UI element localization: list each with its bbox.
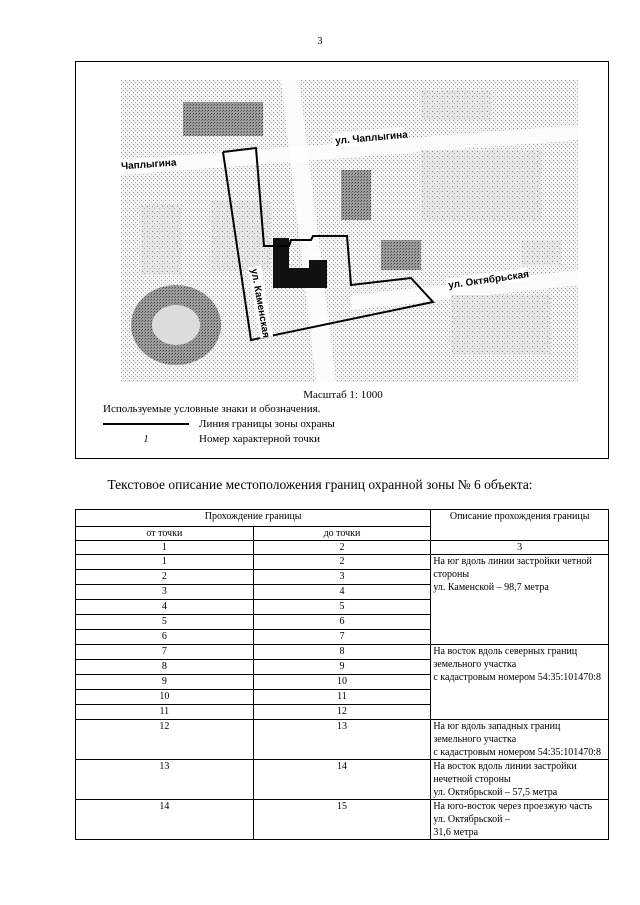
table-cell: 1 bbox=[76, 541, 254, 555]
table-cell: 4 bbox=[76, 600, 254, 615]
table-header-row bbox=[76, 510, 609, 527]
header-from: от точки bbox=[76, 527, 254, 541]
description-line: На восток вдоль линии застройки нечетной стороны bbox=[433, 761, 577, 785]
description-line: ул. Каменской – 98,7 метра bbox=[433, 582, 549, 593]
building bbox=[421, 90, 491, 120]
map-scale: Масштаб 1: 1000 bbox=[303, 389, 383, 401]
legend-point-symbol: 1 bbox=[143, 433, 149, 445]
building bbox=[381, 240, 421, 270]
svg-text:ул. Октябрьская: ул. Октябрьская bbox=[447, 269, 530, 292]
description-line: 31,6 метра bbox=[433, 827, 479, 838]
description-line: На восток вдоль северных границ земельного участка bbox=[433, 646, 578, 670]
description-cell bbox=[431, 645, 609, 720]
description-cell bbox=[431, 555, 609, 645]
table-cell: 12 bbox=[253, 705, 431, 720]
legend-row-point bbox=[103, 433, 320, 445]
table-cell: 9 bbox=[76, 675, 254, 690]
description-cell bbox=[431, 800, 609, 840]
table-cell: 1 bbox=[76, 555, 254, 570]
table-number-row bbox=[76, 541, 609, 555]
table-cell: 5 bbox=[253, 600, 431, 615]
building bbox=[341, 170, 371, 220]
table-row bbox=[76, 555, 609, 570]
table-row bbox=[76, 720, 609, 760]
table-cell: 11 bbox=[253, 690, 431, 705]
table-row bbox=[76, 760, 609, 800]
description-line: ул. Октябрьской – 57,5 метра bbox=[433, 787, 558, 798]
section-heading: Текстовое описание местоположения границ охранной зоны № 6 объекта: bbox=[107, 477, 533, 492]
svg-text:ул. Чаплыгина: ул. Чаплыгина bbox=[334, 129, 409, 147]
table-cell: 6 bbox=[76, 630, 254, 645]
table-cell: 7 bbox=[76, 645, 254, 660]
building bbox=[451, 295, 551, 355]
description-line: На юго-восток через проезжую часть ул. Октябрьской – bbox=[433, 801, 593, 825]
table-cell: 9 bbox=[253, 660, 431, 675]
legend-title: Используемые условные знаки и обозначения. bbox=[103, 403, 321, 415]
table-cell: 13 bbox=[76, 760, 254, 800]
table-cell: 15 bbox=[253, 800, 431, 840]
description-cell bbox=[431, 720, 609, 760]
table-cell: 2 bbox=[76, 570, 254, 585]
table-cell: 8 bbox=[253, 645, 431, 660]
description-cell bbox=[431, 760, 609, 800]
building bbox=[141, 205, 181, 275]
description-line: с кадастровым номером 54:35:101470:8 bbox=[433, 672, 602, 683]
table-cell: 3 bbox=[431, 541, 609, 555]
table-cell: 6 bbox=[253, 615, 431, 630]
svg-text:ул. Каменская: ул. Каменская bbox=[248, 267, 272, 339]
table-row bbox=[76, 645, 609, 660]
map-image bbox=[121, 80, 578, 382]
table-cell: 8 bbox=[76, 660, 254, 675]
legend-label: Номер характерной точки bbox=[199, 433, 320, 445]
table-cell: 7 bbox=[253, 630, 431, 645]
table-cell: 3 bbox=[76, 585, 254, 600]
map-frame bbox=[75, 61, 609, 459]
table-cell: 13 bbox=[253, 720, 431, 760]
description-line: с кадастровым номером 54:35:101470:8 bbox=[433, 747, 602, 758]
page-number: 3 bbox=[317, 36, 323, 47]
table-cell: 4 bbox=[253, 585, 431, 600]
building bbox=[183, 102, 263, 136]
table-cell: 2 bbox=[253, 541, 431, 555]
svg-text:Чаплыгина: Чаплыгина bbox=[121, 157, 177, 173]
legend-line-symbol bbox=[103, 423, 189, 425]
table-cell: 14 bbox=[253, 760, 431, 800]
legend-row-boundary bbox=[103, 418, 335, 430]
table-cell: 14 bbox=[76, 800, 254, 840]
table-cell: 2 bbox=[253, 555, 431, 570]
description-line: На юг вдоль линии застройки четной стороны bbox=[433, 556, 592, 580]
stadium-field bbox=[152, 305, 200, 345]
legend-label: Линия границы зоны охраны bbox=[199, 418, 335, 430]
description-line: На юг вдоль западных границ земельного участка bbox=[433, 721, 561, 745]
building bbox=[521, 240, 561, 265]
table-cell: 5 bbox=[76, 615, 254, 630]
table-row bbox=[76, 800, 609, 840]
building bbox=[421, 150, 541, 220]
table-cell: 12 bbox=[76, 720, 254, 760]
table-cell: 10 bbox=[76, 690, 254, 705]
table-cell: 3 bbox=[253, 570, 431, 585]
boundary-table bbox=[75, 509, 609, 840]
header-group: Прохождение границы bbox=[76, 510, 431, 527]
header-to: до точки bbox=[253, 527, 431, 541]
header-description: Описание прохождения границы bbox=[431, 510, 609, 541]
table-cell: 10 bbox=[253, 675, 431, 690]
table-cell: 11 bbox=[76, 705, 254, 720]
map-svg bbox=[121, 80, 578, 382]
